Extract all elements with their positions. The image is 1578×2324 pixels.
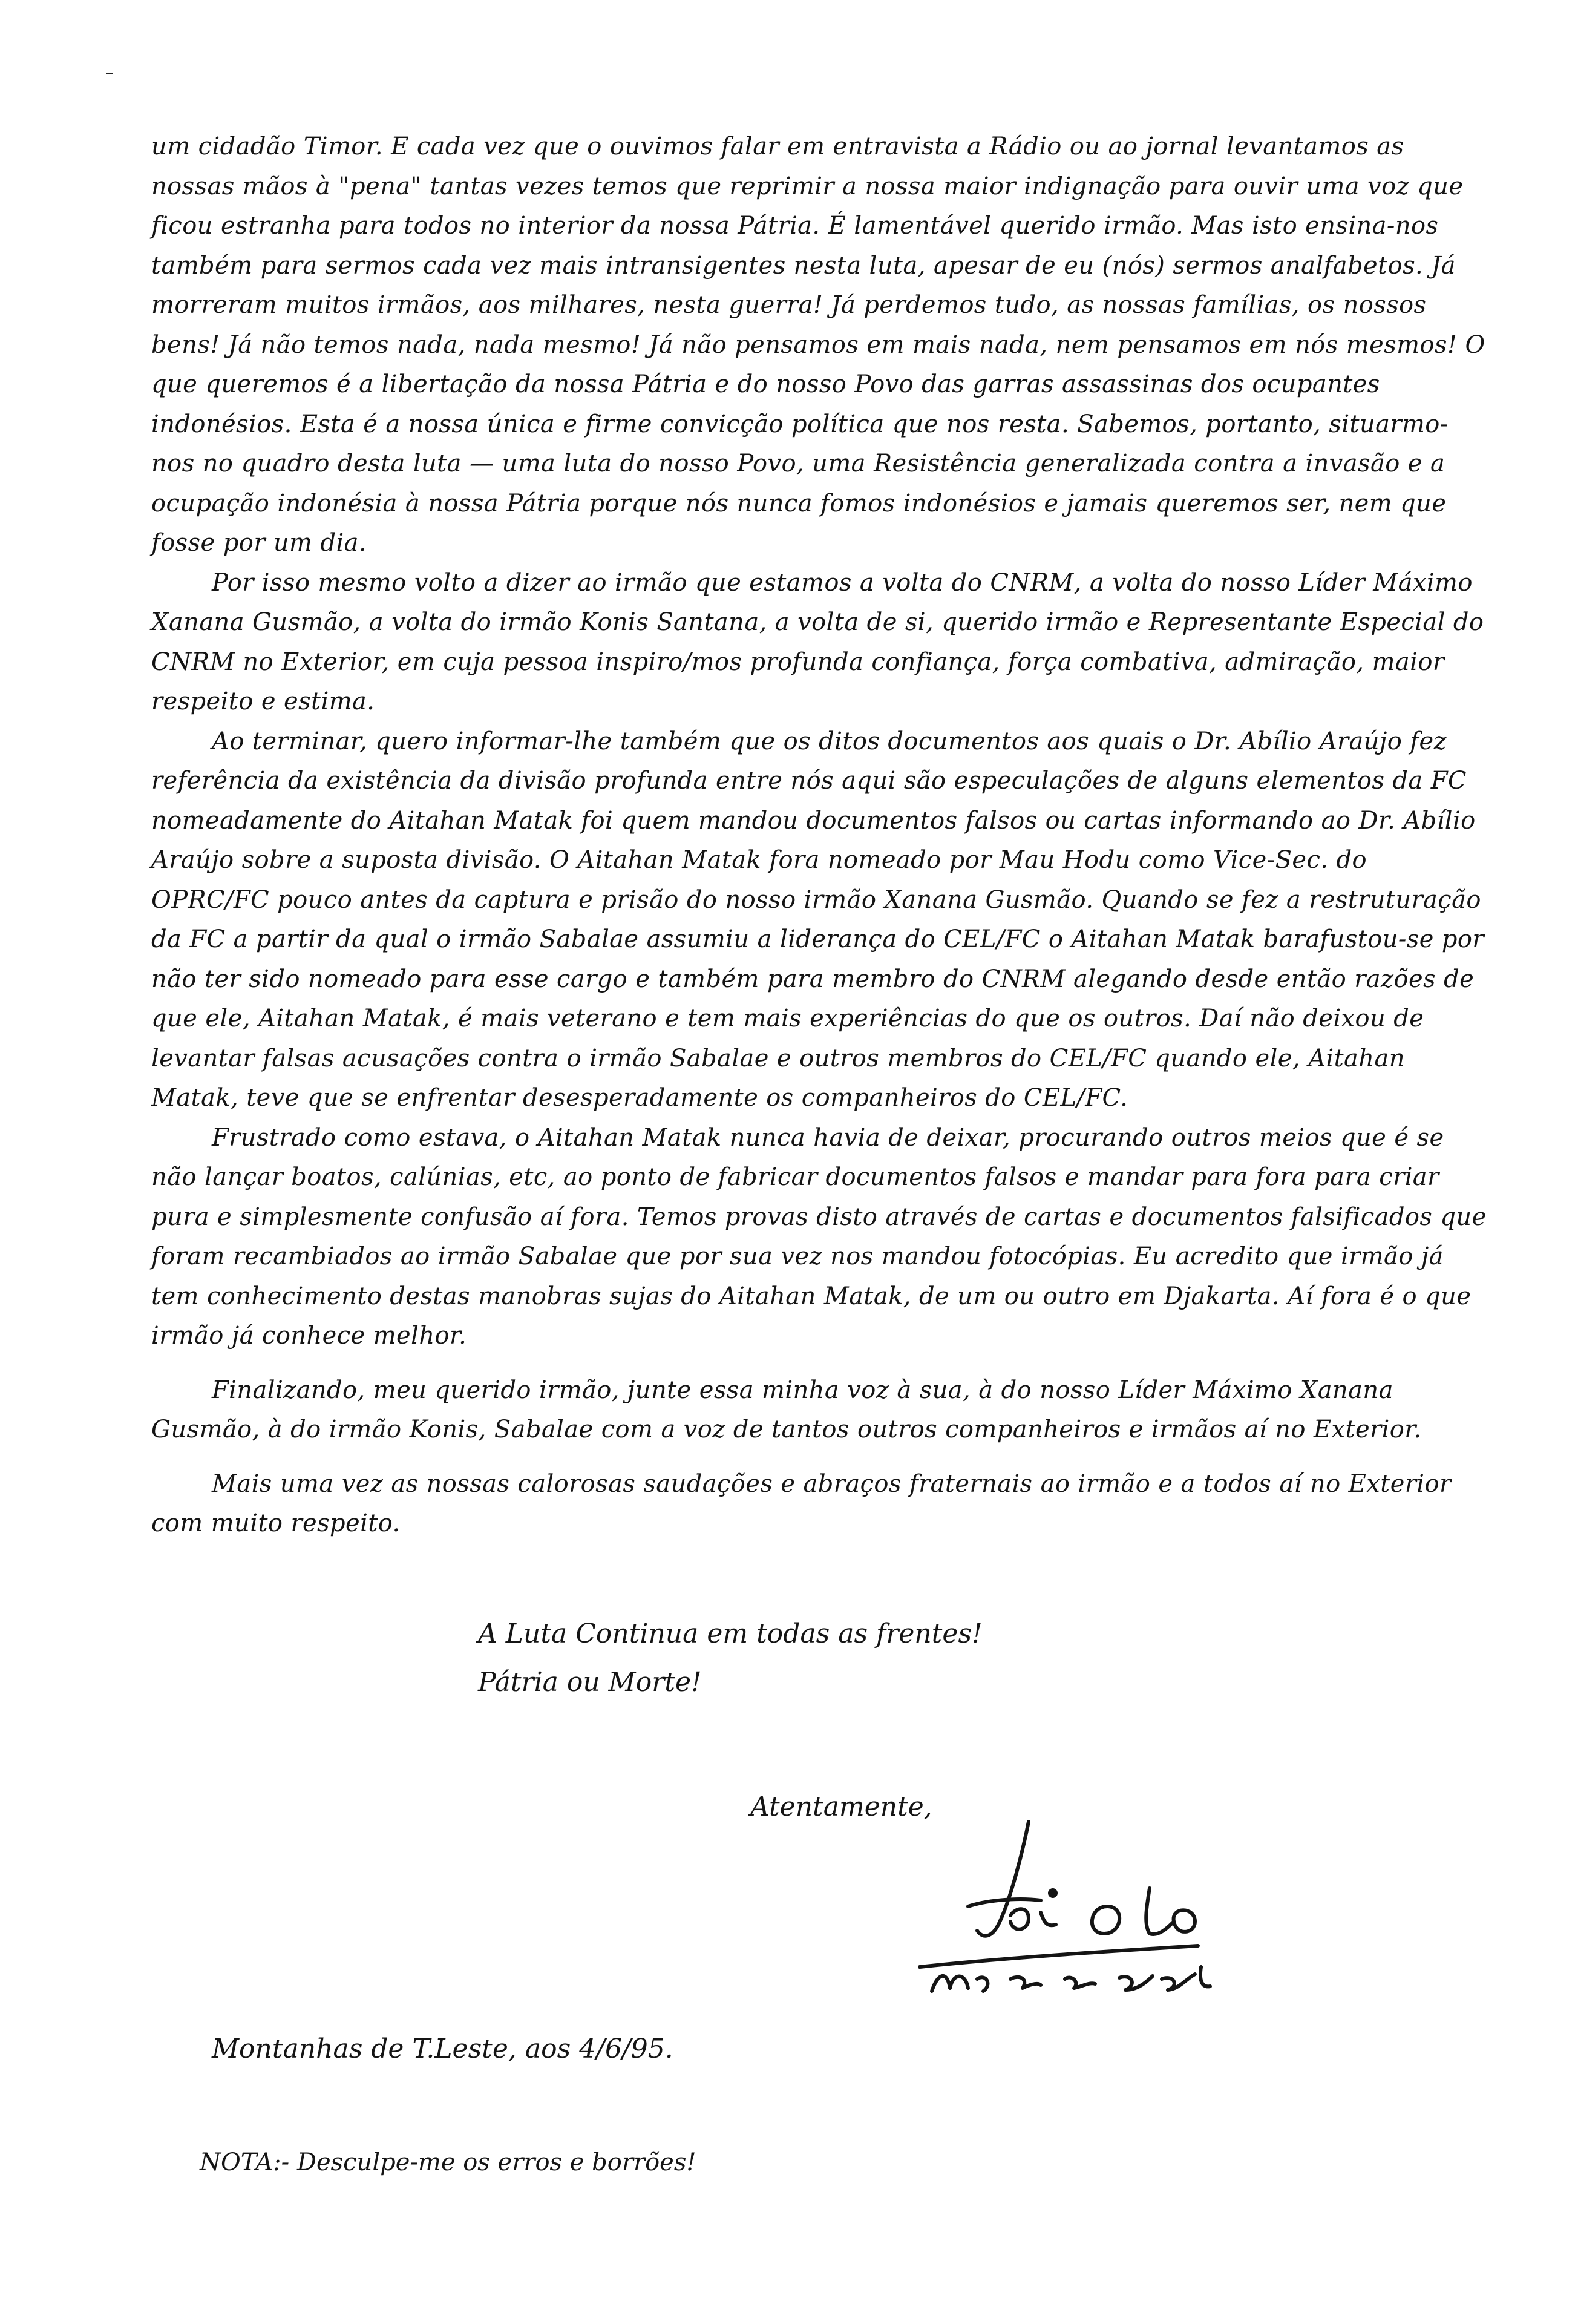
paragraph-2: Por isso mesmo volto a dizer ao irmão que estamos a volta do CNRM, a volta do nosso Líder Máximo Xanana Gusmão, a volta do irmão Konis Santana, a volta de si, querido irmão e Representante Especial do CNRM no Exterior, em cuja pessoa inspiro/mos profunda confiança, força combativa, admiração, maior respeito e estima. [151,568,1484,715]
closing-line-luta: A Luta Continua em todas as frentes! [478,1618,983,1649]
paragraph-3: Ao terminar, quero informar-lhe também que os ditos documentos aos quais o Dr. Abílio Araújo fez referência da existência da divisão profunda entre nós aqui são especulações de alguns elementos da FC nomeadamente do Aitahan Matak foi quem mandou documentos falsos ou cartas informando ao Dr. Abílio Araújo sobre a suposta divisão. O Aitahan Matak fora nomeado por Mau Hodu como Vice-Sec. do OPRC/FC pouco antes da captura e prisão do nosso irmão Xanana Gusmão. Quando se fez a restruturação da FC a partir da qual o irmão Sabalae assumiu a liderança do CEL/FC o Aitahan Matak barafustou-se por não ter sido nomeado para esse cargo e também para membro do CNRM alegando desde então razões de que ele, Aitahan Matak, é mais veterano e tem mais experiências do que os outros. Daí não deixou de levantar falsas acusações contra o irmão Sabalae e outros membros do CEL/FC quando ele, Aitahan Matak, teve que se enfrentar desesperadamente os companheiros do CEL/FC. [151,727,1484,1112]
footnote: NOTA:- Desculpe-me os erros e borrões! [200,2148,696,2176]
handwritten-signature [847,1816,1283,1997]
letter-body [151,127,1488,1544]
paragraph-4: Frustrado como estava, o Aitahan Matak nunca havia de deixar, procurando outros meios que é se não lançar boatos, calúnias, etc, ao ponto de fabricar documentos falsos e mandar para fora para criar pura e simplesmente confusão aí fora. Temos provas disto através de cartas e documentos falsificados que foram recambiados ao irmão Sabalae que por sua vez nos mandou fotocópias. Eu acredito que irmão já tem conhecimento destas manobras sujas do Aitahan Matak, de um ou outro em Djakarta. Aí fora é o que irmão já conhece melhor. [151,1123,1487,1350]
closing-slogans [478,1610,1446,1707]
ink-speck [106,73,113,74]
closing-line-patria: Pátria ou Morte! [478,1667,702,1698]
signoff: Atentamente, [750,1791,932,1822]
paragraph-6: Mais uma vez as nossas calorosas saudações e abraços fraternais ao irmão e a todos aí no Exterior com muito respeito. [151,1469,1452,1537]
place-and-date: Montanhas de T.Leste, aos 4/6/95. [212,2034,673,2064]
paragraph-5: Finalizando, meu querido irmão, junte essa minha voz à sua, à do nosso Líder Máximo Xanana Gusmão, à do irmão Konis, Sabalae com a voz de tantos outros companheiros e irmãos aí no Exterior. [151,1376,1422,1443]
paragraph-1: um cidadão Timor. E cada vez que o ouvimos falar em entravista a Rádio ou ao jornal levantamos as nossas mãos à "pena" tantas vezes temos que reprimir a nossa maior indignação para ouvir uma voz que ficou estranha para todos no interior da nossa Pátria. É lamentável querido irmão. Mas isto ensina-nos também para sermos cada vez mais intransigentes nesta luta, apesar de eu (nós) sermos analfabetos. Já morreram muitos irmãos, aos milhares, nesta guerra! Já perdemos tudo, as nossas famílias, os nossos bens! Já não temos nada, nada mesmo! Já não pensamos em mais nada, nem pensamos em nós mesmos! O que queremos é a libertação da nossa Pátria e do nosso Povo das garras assassinas dos ocupantes indonésios. Esta é a nossa única e firme convicção política que nos resta. Sabemos, portanto, situarmo-nos no quadro desta luta — uma luta do nosso Povo, uma Resistência generalizada contra a invasão e a ocupação indonésia à nossa Pátria porque nós nunca fomos indonésios e jamais queremos ser, nem que fosse por um dia. [151,133,1485,557]
